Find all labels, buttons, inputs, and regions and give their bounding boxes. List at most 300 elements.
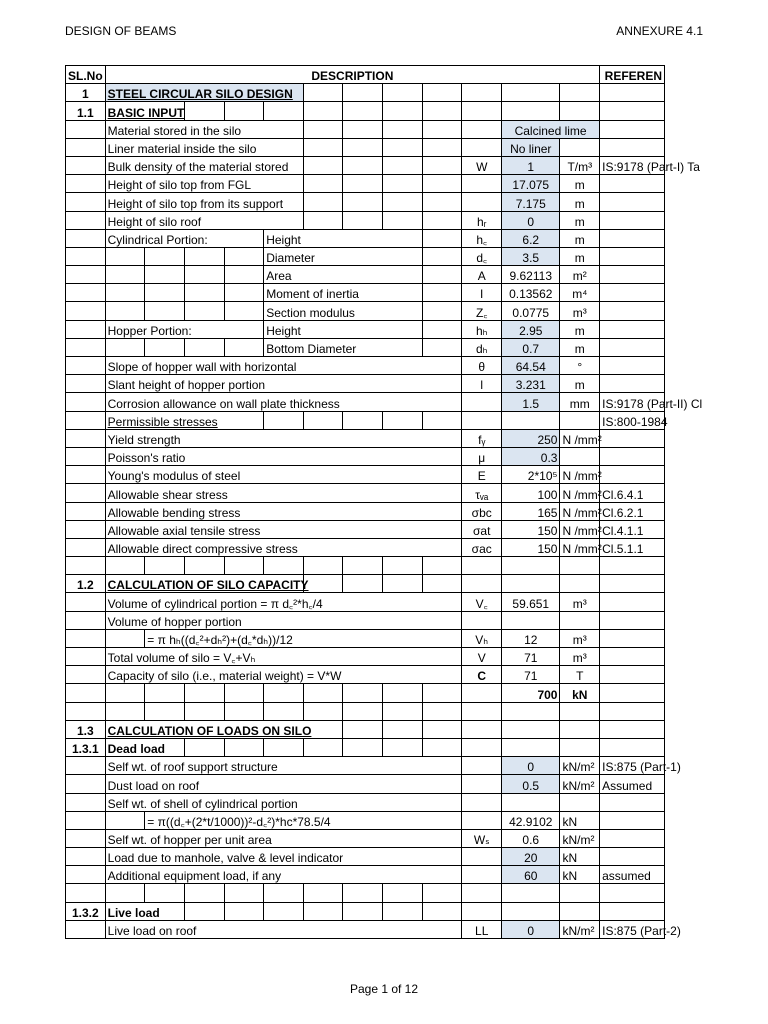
empty-cell <box>66 120 106 138</box>
empty-cell <box>66 538 106 556</box>
row-value: 0 <box>502 920 560 938</box>
row-value: 150 <box>502 520 560 538</box>
empty-cell <box>66 229 106 247</box>
row-value: 1 <box>502 156 560 174</box>
row-description: Height of silo roof <box>105 211 303 229</box>
empty-cell <box>303 557 343 575</box>
empty-cell <box>66 429 106 447</box>
calc-row <box>66 920 665 938</box>
row-description: Liner material inside the silo <box>105 138 303 156</box>
empty-cell <box>264 684 304 702</box>
empty-cell <box>105 266 145 284</box>
row-reference: Assumed <box>600 775 665 793</box>
section-number: 1.2 <box>66 575 106 593</box>
empty-cell <box>66 666 106 684</box>
empty-cell <box>66 338 106 356</box>
empty-cell <box>303 193 343 211</box>
row-value: 0.7 <box>502 338 560 356</box>
calc-row <box>66 757 665 775</box>
row-value: 165 <box>502 502 560 520</box>
row-symbol: l <box>462 375 502 393</box>
row-reference: IS:800-1984 <box>600 411 665 429</box>
row-reference <box>600 684 665 702</box>
empty-cell <box>422 193 462 211</box>
empty-cell <box>105 247 145 265</box>
row-unit: T <box>560 666 600 684</box>
empty-cell <box>224 247 264 265</box>
calc-row <box>66 648 665 666</box>
empty-cell <box>184 247 224 265</box>
empty-cell <box>343 84 383 102</box>
empty-cell <box>184 884 224 902</box>
row-description: Allowable direct compressive stress <box>105 538 462 556</box>
row-symbol: dₕ <box>462 338 502 356</box>
input-row <box>66 229 665 247</box>
empty-cell <box>462 102 502 120</box>
empty-cell <box>343 684 383 702</box>
blank-row <box>66 702 665 720</box>
empty-cell <box>422 320 462 338</box>
empty-cell <box>422 720 462 738</box>
empty-cell <box>66 811 106 829</box>
section-title: STEEL CIRCULAR SILO DESIGN <box>105 84 303 102</box>
row-unit: mm <box>560 393 600 411</box>
row-value: 0 <box>502 757 560 775</box>
group-label: Cylindrical Portion: <box>105 229 264 247</box>
empty-cell <box>502 720 560 738</box>
row-symbol: Vₕ <box>462 629 502 647</box>
row-reference <box>600 848 665 866</box>
row-symbol: hₕ <box>462 320 502 338</box>
input-row <box>66 175 665 193</box>
row-reference <box>600 266 665 284</box>
empty-cell <box>66 284 106 302</box>
empty-cell <box>105 702 145 720</box>
empty-cell <box>66 484 106 502</box>
empty-cell <box>66 466 106 484</box>
empty-cell <box>422 302 462 320</box>
empty-cell <box>66 611 106 629</box>
row-reference: assumed <box>600 866 665 884</box>
row-description: Allowable bending stress <box>105 502 462 520</box>
empty-cell <box>422 211 462 229</box>
row-symbol: θ <box>462 357 502 375</box>
empty-cell <box>343 175 383 193</box>
empty-cell <box>303 684 343 702</box>
row-symbol: C <box>462 666 502 684</box>
empty-cell <box>343 575 383 593</box>
row-reference <box>600 466 665 484</box>
empty-cell <box>66 793 106 811</box>
empty-cell <box>264 557 304 575</box>
row-description: Self wt. of roof support structure <box>105 757 462 775</box>
empty-cell <box>502 411 560 429</box>
section-number: 1.3 <box>66 720 106 738</box>
empty-cell <box>264 102 304 120</box>
row-reference <box>600 302 665 320</box>
input-row <box>66 138 665 156</box>
row-description: Young's modulus of steel <box>105 466 462 484</box>
row-description: = π hₕ((d꜀²+dₕ²)+(d꜀*dₕ))/12 <box>145 629 462 647</box>
empty-cell <box>303 156 343 174</box>
empty-cell <box>502 575 560 593</box>
row-description: Moment of inertia <box>264 284 423 302</box>
row-description: = π((d꜀+(2*t/1000))²-d꜀²)*hc*78.5/4 <box>145 811 462 829</box>
empty-cell <box>264 411 304 429</box>
row-value: 0.5 <box>502 775 560 793</box>
col-slno: SL.No <box>66 66 106 84</box>
row-value: 0.0775 <box>502 302 560 320</box>
empty-cell <box>560 720 600 738</box>
input-row <box>66 211 665 229</box>
col-reference: REFEREN <box>600 66 665 84</box>
empty-cell <box>184 338 224 356</box>
row-value: Calcined lime <box>502 120 600 138</box>
row-value: No liner <box>502 138 560 156</box>
empty-cell <box>383 884 423 902</box>
empty-cell <box>343 702 383 720</box>
row-unit: kN/m² <box>560 829 600 847</box>
empty-cell <box>66 375 106 393</box>
row-reference <box>600 193 665 211</box>
empty-cell <box>383 738 423 756</box>
empty-cell <box>343 738 383 756</box>
group-label: Hopper Portion: <box>105 320 264 338</box>
empty-cell <box>343 120 383 138</box>
row-unit: m <box>560 247 600 265</box>
empty-cell <box>66 357 106 375</box>
row-description: Slant height of hopper portion <box>105 375 462 393</box>
empty-cell <box>422 902 462 920</box>
empty-cell <box>303 175 343 193</box>
row-symbol: A <box>462 266 502 284</box>
row-symbol: d꜀ <box>462 247 502 265</box>
empty-cell <box>600 720 665 738</box>
empty-cell <box>224 284 264 302</box>
empty-cell <box>343 557 383 575</box>
empty-cell <box>105 338 145 356</box>
empty-cell <box>502 738 560 756</box>
row-unit: N /mm² <box>560 484 600 502</box>
empty-cell <box>383 193 423 211</box>
empty-cell <box>422 120 462 138</box>
section-title: Dead load <box>105 738 184 756</box>
row-description: Additional equipment load, if any <box>105 866 462 884</box>
row-reference: Cl.6.4.1 <box>600 484 665 502</box>
empty-cell <box>224 302 264 320</box>
row-unit: m³ <box>560 302 600 320</box>
empty-cell <box>66 266 106 284</box>
row-description: Volume of cylindrical portion = π d꜀²*h꜀/4 <box>105 593 462 611</box>
row-unit: m <box>560 229 600 247</box>
input-row <box>66 447 665 465</box>
row-description: Capacity of silo (i.e., material weight) = V*W <box>105 666 462 684</box>
empty-cell <box>422 102 462 120</box>
empty-cell <box>224 684 264 702</box>
empty-cell <box>224 702 264 720</box>
empty-cell <box>383 120 423 138</box>
empty-cell <box>66 702 106 720</box>
row-value: 20 <box>502 848 560 866</box>
section-row <box>66 720 665 738</box>
row-reference <box>600 284 665 302</box>
empty-cell <box>422 138 462 156</box>
empty-cell <box>105 684 145 702</box>
empty-cell <box>462 902 502 920</box>
empty-cell <box>184 684 224 702</box>
empty-cell <box>66 884 106 902</box>
row-unit: T/m³ <box>560 156 600 174</box>
row-symbol: Z꜀ <box>462 302 502 320</box>
empty-cell <box>343 720 383 738</box>
empty-cell <box>343 411 383 429</box>
row-unit: N /mm² <box>560 502 600 520</box>
empty-cell <box>303 138 343 156</box>
row-description: Area <box>264 266 423 284</box>
calc-row <box>66 848 665 866</box>
row-unit: N /mm² <box>560 466 600 484</box>
row-value: 0 <box>502 211 560 229</box>
empty-cell <box>422 175 462 193</box>
row-symbol <box>462 811 502 829</box>
empty-cell <box>343 884 383 902</box>
row-symbol: hᵣ <box>462 211 502 229</box>
row-unit <box>560 138 600 156</box>
empty-cell <box>224 902 264 920</box>
capacity-kn-value: 700 <box>502 684 560 702</box>
row-reference <box>600 429 665 447</box>
row-symbol: V <box>462 648 502 666</box>
calc-row <box>66 629 665 647</box>
empty-cell <box>66 629 106 647</box>
empty-cell <box>462 684 502 702</box>
empty-cell <box>383 720 423 738</box>
empty-cell <box>422 229 462 247</box>
section-row <box>66 575 665 593</box>
empty-cell <box>184 102 224 120</box>
empty-cell <box>383 684 423 702</box>
empty-cell <box>560 575 600 593</box>
calc-row <box>66 611 665 629</box>
section-row <box>66 84 665 102</box>
calc-row <box>66 684 665 702</box>
row-reference <box>600 320 665 338</box>
row-value: 59.651 <box>502 593 560 611</box>
empty-cell <box>66 138 106 156</box>
row-value: 2*10⁵ <box>502 466 560 484</box>
empty-cell <box>66 775 106 793</box>
row-unit <box>560 611 600 629</box>
empty-cell <box>383 702 423 720</box>
row-description: Allowable shear stress <box>105 484 462 502</box>
input-row <box>66 538 665 556</box>
row-value: 3.5 <box>502 247 560 265</box>
empty-cell <box>383 175 423 193</box>
empty-cell <box>66 829 106 847</box>
empty-cell <box>66 320 106 338</box>
input-row <box>66 247 665 265</box>
empty-cell <box>184 302 224 320</box>
empty-cell <box>462 411 502 429</box>
empty-cell <box>600 738 665 756</box>
section-number: 1 <box>66 84 106 102</box>
section-row <box>66 902 665 920</box>
empty-cell <box>560 411 600 429</box>
empty-cell <box>66 848 106 866</box>
empty-cell <box>383 138 423 156</box>
row-value: 150 <box>502 538 560 556</box>
row-reference <box>600 175 665 193</box>
row-symbol <box>462 393 502 411</box>
row-unit: m <box>560 320 600 338</box>
row-unit <box>560 793 600 811</box>
row-description: Yield strength <box>105 429 462 447</box>
row-symbol <box>462 848 502 866</box>
input-row <box>66 266 665 284</box>
row-value: 2.95 <box>502 320 560 338</box>
row-value <box>502 793 560 811</box>
row-description: Corrosion allowance on wall plate thickness <box>105 393 462 411</box>
table-header-row <box>66 66 665 84</box>
row-unit <box>560 447 600 465</box>
empty-cell <box>145 557 185 575</box>
empty-cell <box>303 102 343 120</box>
input-row <box>66 357 665 375</box>
empty-cell <box>600 884 665 902</box>
empty-cell <box>303 738 343 756</box>
row-symbol <box>462 793 502 811</box>
row-symbol <box>462 866 502 884</box>
empty-cell <box>383 557 423 575</box>
empty-cell <box>383 575 423 593</box>
input-row <box>66 502 665 520</box>
section-title: Live load <box>105 902 184 920</box>
empty-cell <box>560 884 600 902</box>
empty-cell <box>560 557 600 575</box>
row-value: 9.62113 <box>502 266 560 284</box>
empty-cell <box>343 102 383 120</box>
empty-cell <box>145 266 185 284</box>
row-description: Volume of hopper portion <box>105 611 462 629</box>
section-row <box>66 738 665 756</box>
empty-cell <box>224 266 264 284</box>
empty-cell <box>303 702 343 720</box>
row-symbol: σat <box>462 520 502 538</box>
row-unit: kN <box>560 848 600 866</box>
empty-cell <box>303 575 343 593</box>
empty-cell <box>105 884 145 902</box>
empty-cell <box>105 811 145 829</box>
row-reference <box>600 793 665 811</box>
row-unit: kN <box>560 811 600 829</box>
empty-cell <box>462 84 502 102</box>
section-number: 1.3.2 <box>66 902 106 920</box>
row-reference <box>600 593 665 611</box>
empty-cell <box>303 84 343 102</box>
row-reference <box>600 648 665 666</box>
empty-cell <box>502 84 560 102</box>
row-symbol <box>462 757 502 775</box>
row-value: 12 <box>502 629 560 647</box>
empty-cell <box>105 284 145 302</box>
row-symbol: LL <box>462 920 502 938</box>
row-unit: N /mm² <box>560 520 600 538</box>
input-row <box>66 120 665 138</box>
row-symbol: V꜀ <box>462 593 502 611</box>
empty-cell <box>66 247 106 265</box>
input-row <box>66 302 665 320</box>
empty-cell <box>422 84 462 102</box>
empty-cell <box>303 411 343 429</box>
row-symbol: σac <box>462 538 502 556</box>
row-symbol: I <box>462 284 502 302</box>
row-reference <box>600 357 665 375</box>
empty-cell <box>105 629 145 647</box>
empty-cell <box>383 211 423 229</box>
empty-cell <box>422 338 462 356</box>
empty-cell <box>66 175 106 193</box>
empty-cell <box>422 884 462 902</box>
section-number: 1.3.1 <box>66 738 106 756</box>
row-description: Total volume of silo = V꜀+Vₕ <box>105 648 462 666</box>
row-unit: kN/m² <box>560 757 600 775</box>
empty-cell <box>145 702 185 720</box>
empty-cell <box>383 156 423 174</box>
empty-cell <box>145 302 185 320</box>
empty-cell <box>184 284 224 302</box>
row-reference <box>600 211 665 229</box>
empty-cell <box>303 211 343 229</box>
row-symbol <box>462 138 502 156</box>
empty-cell <box>66 520 106 538</box>
empty-cell <box>600 557 665 575</box>
row-value: 1.5 <box>502 393 560 411</box>
empty-cell <box>66 302 106 320</box>
empty-cell <box>224 338 264 356</box>
row-value: 0.13562 <box>502 284 560 302</box>
empty-cell <box>343 211 383 229</box>
subheading: Permissible stresses <box>105 411 264 429</box>
row-unit: m³ <box>560 593 600 611</box>
row-unit: N /mm² <box>560 538 600 556</box>
input-row <box>66 320 665 338</box>
empty-cell <box>105 302 145 320</box>
empty-cell <box>502 102 560 120</box>
empty-cell <box>66 684 106 702</box>
row-value: 42.9102 <box>502 811 560 829</box>
row-unit: kN/m² <box>560 775 600 793</box>
empty-cell <box>502 884 560 902</box>
empty-cell <box>560 738 600 756</box>
empty-cell <box>224 557 264 575</box>
row-description: Dust load on roof <box>105 775 462 793</box>
row-value: 100 <box>502 484 560 502</box>
empty-cell <box>383 102 423 120</box>
design-table <box>65 65 703 939</box>
empty-cell <box>502 902 560 920</box>
empty-cell <box>462 720 502 738</box>
empty-cell <box>462 884 502 902</box>
calc-row <box>66 829 665 847</box>
row-value: 17.075 <box>502 175 560 193</box>
input-row <box>66 193 665 211</box>
row-reference <box>600 138 665 156</box>
row-value: 71 <box>502 666 560 684</box>
empty-cell <box>422 284 462 302</box>
calc-row <box>66 593 665 611</box>
row-unit: m <box>560 211 600 229</box>
row-description: Live load on roof <box>105 920 462 938</box>
